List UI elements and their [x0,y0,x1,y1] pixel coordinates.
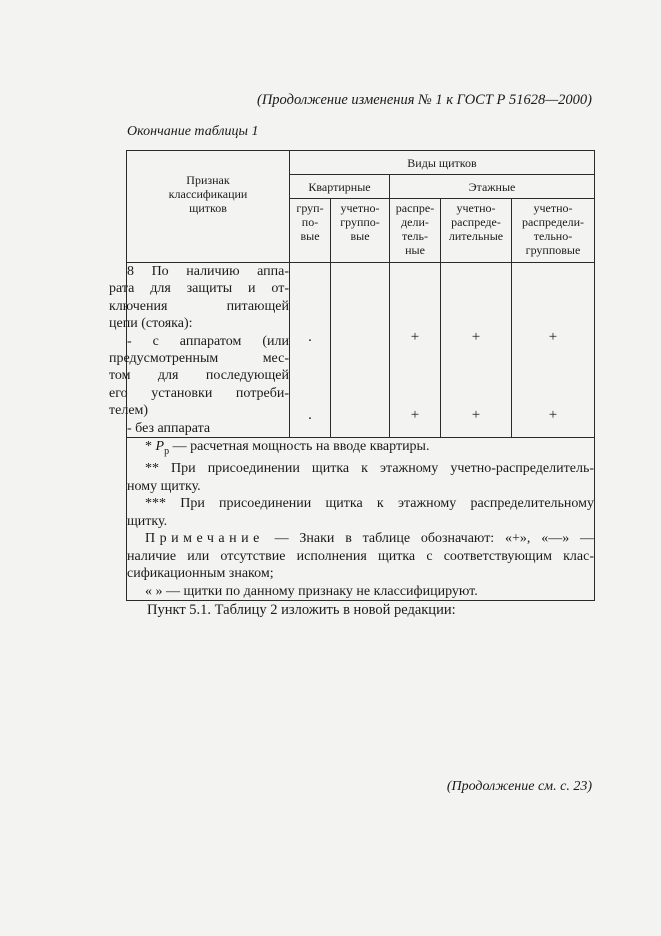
note-1-text: — расчетная мощность на вводе квартиры. [169,439,430,455]
continuation-header: (Продолжение изменения № 1 к ГОСТ Р 51628—2000) [257,92,592,108]
mark-cell [390,263,441,438]
note-3: *** При присоединении щитка к этажному распределительному [145,496,594,512]
mark-cell [512,263,595,438]
mark-without-apparatus: . [308,407,312,423]
feature-line: его установки потреби- [109,385,289,401]
mark-with-apparatus: . [308,329,312,345]
note-2: ** При присоединении щитка к этажному учетно-распределитель- [145,461,594,477]
mark-without-apparatus: + [471,407,481,423]
col-line: ные [405,243,425,257]
note-3-cont: щитку. [127,513,168,529]
body-paragraph: Пункт 5.1. Таблицу 2 изложить в новой редакции: [147,602,456,618]
note-4-cont2: сификационным знаком; [127,566,274,582]
column-header [390,199,441,263]
mark-with-apparatus: + [471,329,481,345]
mark-with-apparatus: + [410,329,420,345]
column-header [290,199,331,263]
mark-cell [331,263,390,438]
mark-cell [290,263,331,438]
column-header [331,199,390,263]
feature-cell [109,263,290,438]
col-line: распре- [395,201,435,215]
col-line: лительные [448,229,504,243]
feature-line: телем) [109,403,149,419]
feature-line: - с аппаратом (или [127,333,289,349]
feature-line: рата для защиты и от- [109,281,289,297]
feature-line: предусмотренным мес- [109,351,289,367]
feature-header-line: классификации [168,187,248,201]
table-caption: Окончание таблицы 1 [127,124,259,139]
col-line: учетно- [340,201,380,215]
col-line: группо- [340,215,380,229]
note-1-star: * [145,439,156,455]
note-2-cont: ному щитку. [127,478,201,494]
feature-header-line: Признак [186,173,230,187]
mark-without-apparatus: + [548,407,558,423]
mark-cell [441,263,512,438]
mark-with-apparatus: + [548,329,558,345]
table-notes [127,438,595,601]
note-1-sub: р [164,445,170,457]
note-1-symbol: P [155,439,165,455]
feature-header [127,151,290,263]
group-header: Виды щитков [290,151,595,175]
feature-line: - без аппарата [127,420,211,436]
subgroup-floor: Этажные [390,175,595,199]
col-line: групповые [525,243,581,257]
col-line: учетно- [533,201,573,215]
col-line: учетно- [456,201,496,215]
feature-line: цепи (стояка): [109,316,193,332]
continuation-footer: (Продолжение см. с. 23) [446,779,592,794]
col-line: распреде- [451,215,501,229]
note-4-label: Примечание [145,531,264,547]
classification-table [109,150,595,601]
column-header [512,199,595,263]
note-5: « » — щитки по данному признаку не классифицируют. [145,583,478,599]
feature-line: 8 По наличию аппа- [127,264,289,279]
feature-line: ключения питающей [109,298,289,314]
col-line: груп- [296,201,324,215]
col-line: тельно- [533,229,573,243]
mark-without-apparatus: + [410,407,420,423]
col-line: тель- [401,229,429,243]
note-4 [127,530,594,548]
col-line: дели- [401,215,429,229]
col-line: распредели- [521,215,585,229]
subgroup-apartment: Квартирные [290,175,390,199]
col-line: по- [301,215,319,229]
col-line: вые [350,229,370,243]
feature-line: том для последующей [109,368,289,384]
feature-header-line: щитков [189,201,227,215]
note-4-cont: наличие или отсутствие исполнения щитка с соответствующим клас- [127,548,594,564]
col-line: вые [300,229,320,243]
note-1 [127,438,594,460]
column-header [441,199,512,263]
note-4-text: — Знаки в таблице обозначают: «+», «—» — [263,531,594,547]
